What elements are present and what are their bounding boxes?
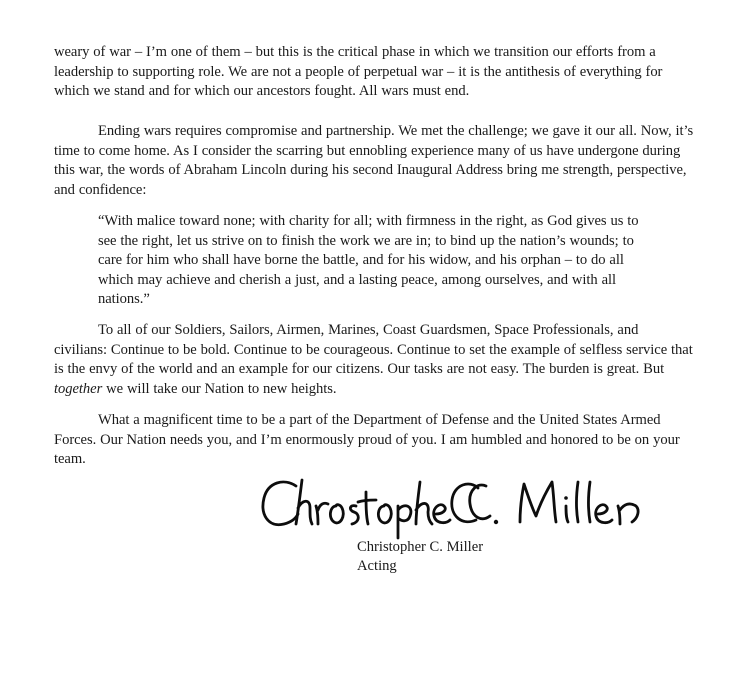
handwritten-signature — [256, 472, 676, 544]
paragraph-magnificent-time — [54, 411, 694, 470]
paragraph-war-must-end — [54, 43, 694, 102]
signatory-name: Christopher C. Miller — [357, 539, 484, 555]
paragraph-to-all-soldiers — [54, 321, 694, 399]
emphasis-together: together — [54, 380, 103, 397]
quote-text: “With malice toward none; with charity for all; with firmness in the right, as God gives us to see the right, let us strive on to finish the work we are in; to bind up the nation’s wounds; to care for him who shall have borne the battle, and for his widow, and his orphan – to do all which may achieve and cherish a just, and a lasting peace, among ourselves, and with all nations.” — [98, 213, 639, 307]
paragraph-text: weary of war – I’m one of them – but this is the critical phase in which we transition our efforts from a leadership to supporting role. We are not a people of perpetual war – it is the antithesis of everything for which we stand and for which our ancestors fought. All wars must end. — [54, 44, 663, 99]
lincoln-quote — [98, 212, 650, 310]
paragraph-text: To all of our Soldiers, Sailors, Airmen, Marines, Coast Guardsmen, Space Professionals, and civilians: Continue to be bold. Continue to be courageous. Continue to set the example of selfless service that is the envy of the world and an example for our citizens. Our tasks are not easy. The burden is great. But — [54, 322, 693, 377]
paragraph-text-end: we will take our Nation to new heights. — [102, 380, 337, 397]
paragraph-text: Ending wars requires compromise and partnership. We met the challenge; we gave it our all. Now, it’s time to come home. As I consider the scarring but ennobling experience many of us have undergone during this war, the words of Abraham Lincoln during his second Inaugural Address bring me strength, perspective, and confidence: — [54, 123, 694, 198]
paragraph-text: What a magnificent time to be a part of the Department of Defense and the United States Armed Forces. Our Nation needs you, and I’m enormously proud of you. I am humbled and honored to be on your team. — [54, 412, 680, 467]
paragraph-ending-wars — [54, 122, 694, 200]
signatory-title: Acting — [357, 558, 397, 574]
